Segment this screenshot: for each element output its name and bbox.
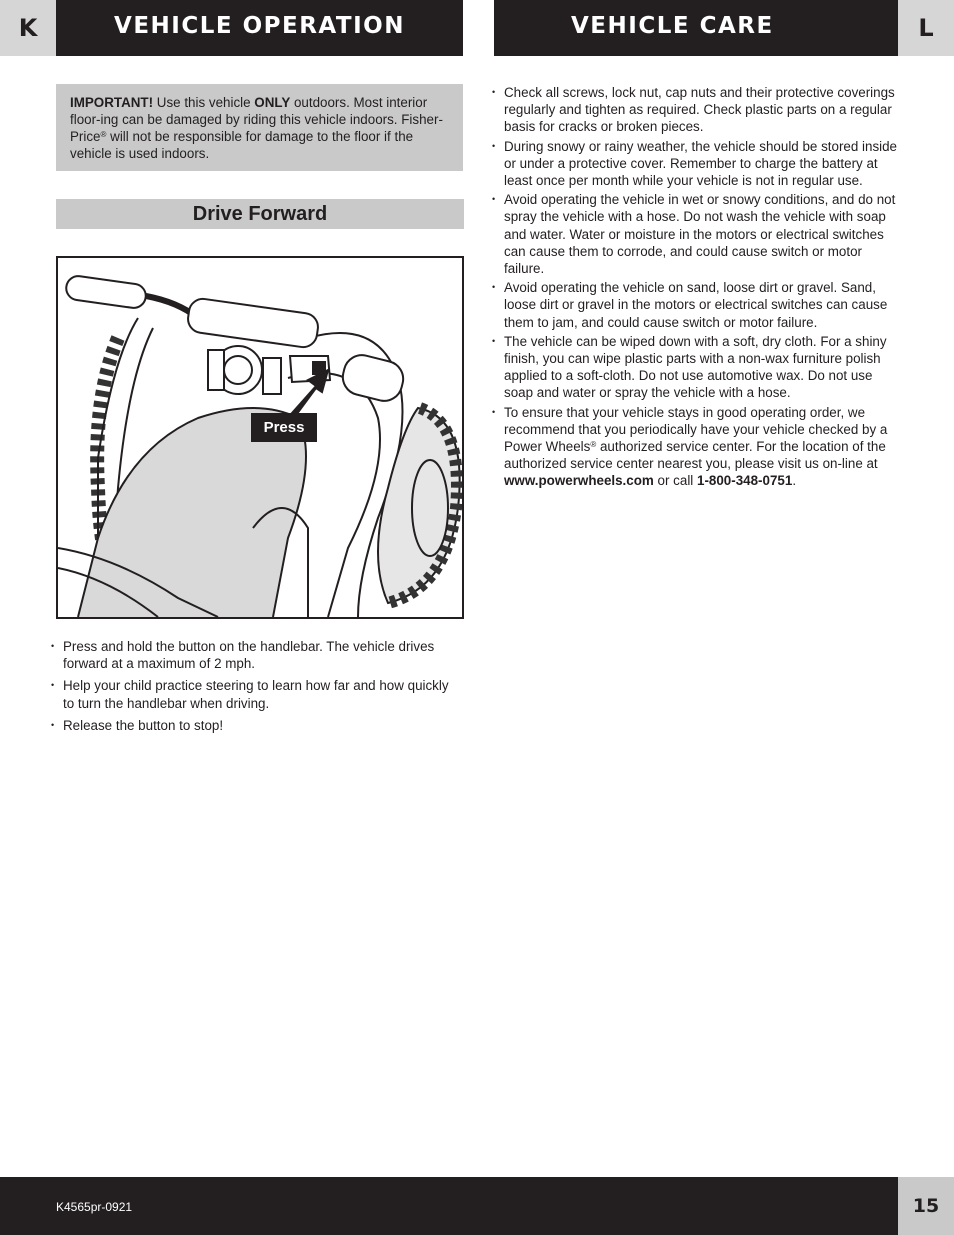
list-item: • Help your child practice steering to learn how far and how quickly to turn the handlebar when driving. bbox=[51, 677, 461, 711]
important-text-2: outdoors. Most interior floor-ing can be damaged by riding this vehicle indoors. Fisher-Price bbox=[70, 95, 443, 144]
list-item: • Press and hold the button on the handlebar. The vehicle drives forward at a maximum of 2 mph. bbox=[51, 638, 461, 672]
service-text-1: To ensure that your vehicle stays in good operating order, we recommend that you periodically have your vehicle checked by a Power Wheels bbox=[504, 404, 888, 455]
important-text-3: will not be responsible for damage to the floor if the vehicle is used indoors. bbox=[70, 129, 414, 161]
list-item: • Avoid operating the vehicle on sand, loose dirt or gravel. Sand, loose dirt or gravel in the motors or electrical switches can cause them to jam, and could cause switch or motor failure. bbox=[492, 279, 902, 331]
registered-mark: ® bbox=[100, 130, 107, 139]
important-text-1: Use this vehicle bbox=[153, 95, 255, 110]
drive-forward-heading: Drive Forward bbox=[56, 199, 464, 229]
list-item bbox=[492, 404, 902, 490]
list-item: • Avoid operating the vehicle in wet or snowy conditions, and do not spray the vehicle with a hose. Do not wash the vehicle with soap and water. Water or moisture in the motors or electrical switches can cause them to corrode, and could cause switch or motor failure. bbox=[492, 191, 902, 277]
list-item: • During snowy or rainy weather, the vehicle should be stored inside or under a protective cover. Remember to charge the battery at least once per month while your vehicle is not in regular use. bbox=[492, 138, 902, 190]
service-text-2: authorized service center. For the location of the authorized service center nearest you, please visit us on-line at bbox=[504, 439, 886, 472]
list-item: • Check all screws, lock nut, cap nuts and their protective coverings regularly and tighten as required. Check plastic parts on a regular basis for cracks or broken pieces. bbox=[492, 84, 902, 136]
service-text-3: or call bbox=[653, 473, 697, 489]
service-text-end: . bbox=[792, 473, 797, 489]
drive-forward-instructions bbox=[51, 638, 461, 739]
vehicle-care-list bbox=[492, 84, 902, 492]
handlebar-illustration bbox=[56, 256, 464, 619]
vehicle-care-header: VEHICLE CARE bbox=[494, 0, 898, 56]
important-lead: IMPORTANT! bbox=[70, 95, 154, 110]
section-tab-k: K bbox=[0, 0, 56, 56]
registered-mark: ® bbox=[590, 440, 597, 450]
list-item: • The vehicle can be wiped down with a soft, dry cloth. For a shiny finish, you can wipe plastic parts with a non-wax furniture polish applied to a soft-cloth. Do not use automotive wax. Do not use soap and water or spray the vehicle with a hose. bbox=[492, 333, 902, 402]
website-link[interactable]: www.powerwheels.com bbox=[504, 473, 654, 489]
section-tab-l: L bbox=[898, 0, 954, 56]
phone-number: 1-800-348-0751 bbox=[697, 473, 793, 489]
document-code: K4565pr-0921 bbox=[56, 1200, 133, 1214]
important-only: ONLY bbox=[254, 95, 291, 110]
list-item: • Release the button to stop! bbox=[51, 717, 461, 734]
footer-bar bbox=[0, 1177, 898, 1235]
important-notice bbox=[56, 84, 463, 171]
press-label: Press bbox=[251, 413, 317, 442]
page-number: 15 bbox=[898, 1177, 954, 1235]
vehicle-operation-header: VEHICLE OPERATION bbox=[56, 0, 463, 56]
